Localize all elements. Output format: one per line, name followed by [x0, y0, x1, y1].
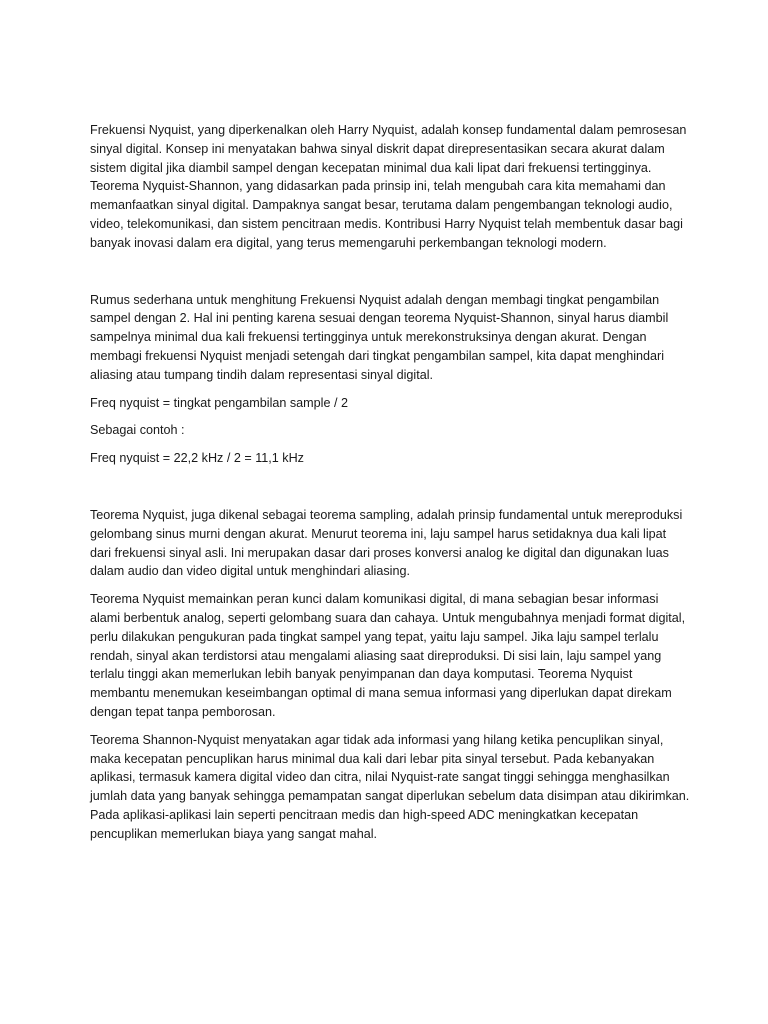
document-body [90, 121, 690, 844]
paragraph-shannon-nyquist: Teorema Shannon-Nyquist menyatakan agar tidak ada informasi yang hilang ketika pencuplikan sinyal, maka kecepatan pencuplikan harus minimal dua kali dari lebar pita sinyal tersebut. Pada kebanyakan aplikasi, termasuk kamera digital video dan citra, nilai Nyquist-rate sangat tinggi sehingga menghasilkan jumlah data yang banyak sehingga pemampatan sangat diperlukan sebelum data disimpan atau dikirimkan. Pada aplikasi-aplikasi lain seperti pencitraan medis dan high-speed ADC meningkatkan kecepatan pencuplikan memerlukan biaya yang sangat mahal. [90, 732, 690, 841]
paragraph-theorem: Teorema Nyquist, juga dikenal sebagai teorema sampling, adalah prinsip fundamental untuk mereproduksi gelombang sinus murni dengan akurat. Menurut teorema ini, laju sampel harus setidaknya dua kali lipat dari frekuensi sinyal asli. Ini merupakan dasar dari proses konversi analog ke digital dan digunakan luas dalam audio dan video digital untuk menghindari aliasing. [90, 507, 683, 579]
formula-line: Freq nyquist = tingkat pengambilan sample / 2 [90, 395, 348, 410]
example-line: Freq nyquist = 22,2 kHz / 2 = 11,1 kHz [90, 451, 304, 466]
paragraph-intro: Frekuensi Nyquist, yang diperkenalkan oleh Harry Nyquist, adalah konsep fundamental dalam pemrosesan sinyal digital. Konsep ini menyatakan bahwa sinyal diskrit dapat direpresentasikan secara akurat dalam sistem digital jika diambil sampel dengan kecepatan minimal dua kali lipat dari frekuensi tertingginya. Teorema Nyquist-Shannon, yang didasarkan pada prinsip ini, telah mengubah cara kita memahami dan memanfaatkan sinyal digital. Dampaknya sangat besar, terutama dalam pengembangan teknologi audio, video, telekomunikasi, dan sistem pencitraan medis. Kontribusi Harry Nyquist telah membentuk dasar bagi banyak inovasi dalam era digital, yang terus memengaruhi perkembangan teknologi modern. [90, 123, 687, 250]
paragraph-digital-communication: Teorema Nyquist memainkan peran kunci dalam komunikasi digital, di mana sebagian besar informasi alami berbentuk analog, seperti gelombang suara dan cahaya. Untuk mengubahnya menjadi format digital, perlu dilakukan pengukuran pada tingkat sampel yang tepat, yaitu laju sampel. Jika laju sampel terlalu rendah, sinyal akan terdistorsi atau mengalami aliasing saat direproduksi. Di sisi lain, laju sampel yang terlalu tinggi akan memerlukan lebih banyak penyimpanan dan daya komputasi. Teorema Nyquist membantu menemukan keseimbangan optimal di mana semua informasi yang diperlukan dapat direkam dengan tepat tanpa pemborosan. [90, 592, 686, 719]
paragraph-formula-explanation: Rumus sederhana untuk menghitung Frekuensi Nyquist adalah dengan membagi tingkat pengambilan sampel dengan 2. Hal ini penting karena sesuai dengan teorema Nyquist-Shannon, sinyal harus diambil sampelnya minimal dua kali frekuensi tertingginya untuk merekonstruksinya dengan akurat. Dengan membagi frekuensi Nyquist menjadi setengah dari tingkat pengambilan sampel, kita dapat menghindari aliasing atau tumpang tindih dalam representasi sinyal digital. [90, 292, 669, 382]
example-heading: Sebagai contoh : [90, 423, 185, 438]
